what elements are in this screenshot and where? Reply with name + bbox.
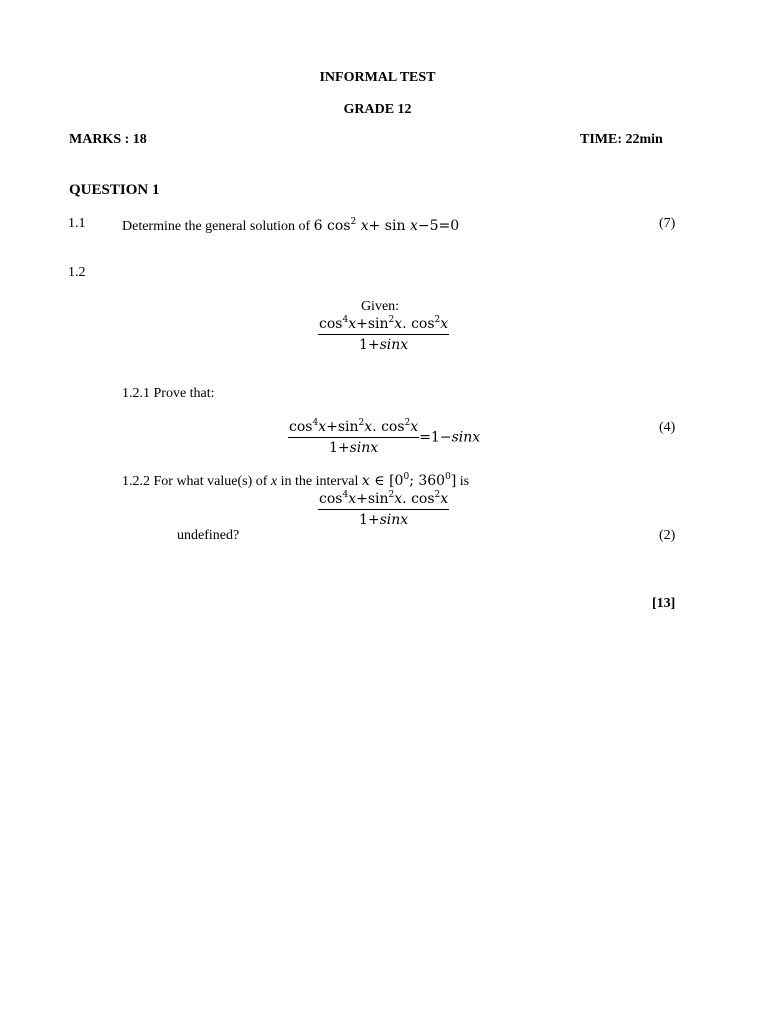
q1-1-text: Determine the general solution of: [122, 219, 311, 234]
q1-1-line: [122, 218, 459, 235]
q1-1-equation: 6 $\cos^2 x+ \sin x-5=0$: [313, 217, 460, 234]
q1-2-2-marks: (2): [659, 528, 676, 543]
q1-2-number: 1.2: [68, 265, 86, 280]
q1-2-2-fraction: $\frac{\cos^4x+\sin^2x. \cos^2x}{1+\sin x}$: [319, 490, 449, 528]
question-heading: QUESTION 1: [69, 182, 160, 198]
time-label: TIME: 22min: [580, 132, 663, 147]
marks-label: MARKS : 18: [69, 132, 147, 147]
q1-2-2-label: 1.2.2 For what value(s) of x in the interval x ∈ [$0^0$; $360^0$] is: [122, 472, 470, 489]
total-marks: [13]: [652, 596, 676, 611]
test-title: INFORMAL TEST: [319, 70, 436, 85]
given-fraction: $\frac{\cos^4x+\sin^2x. \cos^2x}{1+\sin x}$: [319, 315, 449, 353]
grade-label: GRADE 12: [343, 102, 412, 117]
q1-1-marks: (7): [659, 216, 676, 231]
interval: x ∈ [$0^0$; $360^0$]: [361, 472, 457, 489]
prove-equation: $\frac{\cos^4x+\sin^2x. \cos^2x}{1+\sin x}$ =1−sinx: [289, 418, 481, 456]
undefined-label: undefined?: [177, 528, 240, 543]
given-label: Given:: [360, 299, 400, 314]
q1-2-1-label: 1.2.1 Prove that:: [122, 386, 215, 401]
q1-1-number: 1.1: [68, 216, 86, 231]
q1-2-1-marks: (4): [659, 420, 676, 435]
